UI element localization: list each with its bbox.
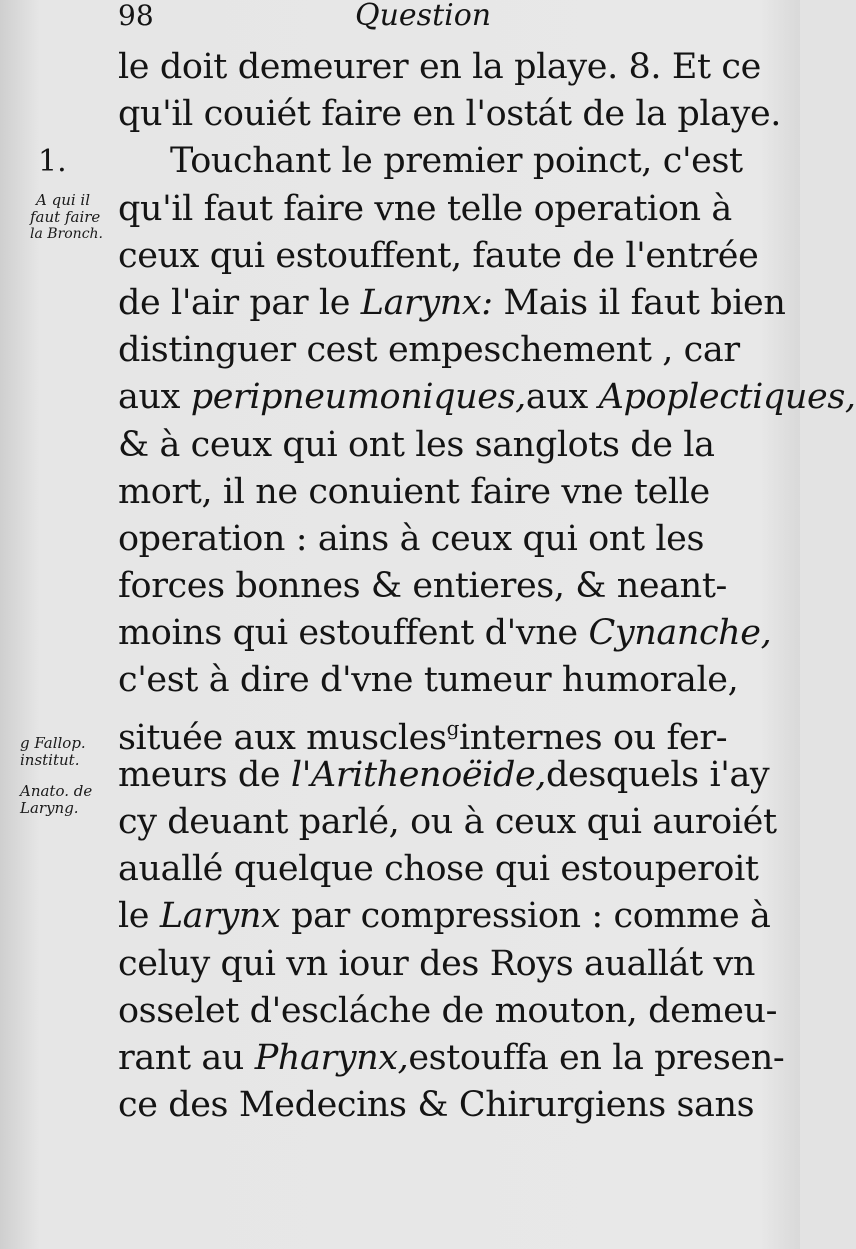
text-line: c'est à dire d'vne tumeur humorale,: [118, 660, 739, 701]
text-run: située aux muscles: [118, 717, 447, 758]
text-line: [118, 752, 778, 799]
italic-term: Apoplectiques,: [598, 377, 856, 418]
text-run: le: [118, 896, 150, 937]
text-run: Mais il faut bien: [503, 282, 786, 323]
text-line: & à ceux qui ont les sanglots de la: [118, 424, 715, 465]
text-line: celuy qui vn iour des Roys auallát vn: [118, 943, 756, 984]
text-line: ce des Medecins & Chirurgiens sans: [118, 1085, 755, 1126]
italic-term: Larynx: [159, 896, 281, 937]
text-run: internes ou fer-: [458, 717, 728, 758]
italic-term: l'Arithenoëide,: [290, 754, 547, 795]
section-number: 1.: [38, 144, 67, 179]
text-line: Touchant le premier poinct, c'est: [170, 141, 743, 182]
text-line: qu'il faut faire vne telle operation à: [118, 188, 732, 229]
text-run: estouffa en la presen-: [408, 1037, 785, 1078]
running-head: Question: [355, 0, 492, 33]
text-line: cy deuant parlé, ou à ceux qui auroiét: [118, 802, 777, 842]
text-run: par compression : comme à: [291, 896, 771, 937]
margin-note-line: Anato. de: [20, 782, 93, 800]
margin-note-line: g Fallop.: [20, 734, 86, 752]
text-run: aux: [525, 377, 588, 418]
text-line: [118, 705, 778, 758]
text-line: [118, 374, 856, 421]
text-run: de l'air par le: [118, 282, 351, 323]
text-line: [118, 280, 786, 327]
text-line: qu'il couiét faire en l'ostát de la playe.: [118, 94, 782, 135]
italic-term: Cynanche,: [588, 613, 772, 654]
text-line: ceux qui estouffent, faute de l'entrée: [118, 235, 759, 276]
margin-note-line: A qui il: [36, 191, 91, 209]
text-line: [118, 610, 778, 657]
page-header: [0, 0, 800, 36]
text-run: aux: [118, 377, 180, 418]
margin-note-fallopius: [20, 735, 92, 817]
margin-note-bronchotomy: [30, 192, 103, 243]
text-line: [118, 893, 778, 940]
text-run: meurs de: [118, 754, 281, 795]
text-line: mort, il ne conuient faire vne telle: [118, 471, 710, 512]
body-text: [118, 44, 856, 1129]
italic-term: Pharynx,: [254, 1037, 409, 1078]
text-line: [118, 1035, 785, 1082]
text-line: le doit demeurer en la playe. 8. Et ce: [118, 47, 761, 87]
italic-term: Larynx:: [360, 282, 493, 323]
italic-term: peripneumoniques,: [190, 377, 526, 418]
margin-note-line: la Bronch.: [30, 226, 104, 242]
text-run: desquels i'ay: [546, 754, 770, 795]
text-run: moins qui estouffent d'vne: [118, 613, 578, 654]
page-number: 98: [118, 0, 154, 32]
footnote-marker: g: [446, 715, 459, 740]
text-line: osselet d'escláche de mouton, demeu-: [118, 990, 778, 1031]
text-line: forces bonnes & entieres, & neant-: [118, 566, 727, 607]
text-line: operation : ains à ceux qui ont les: [118, 518, 705, 559]
text-line: distinguer cest empeschement , car: [118, 330, 740, 371]
margin-note-line: Laryng.: [20, 799, 79, 817]
text-line: auallé quelque chose qui estouperoit: [118, 849, 759, 890]
margin-note-line: institut.: [20, 751, 80, 769]
text-run: rant au: [118, 1037, 244, 1078]
margin-note-line: faut faire: [30, 208, 101, 226]
